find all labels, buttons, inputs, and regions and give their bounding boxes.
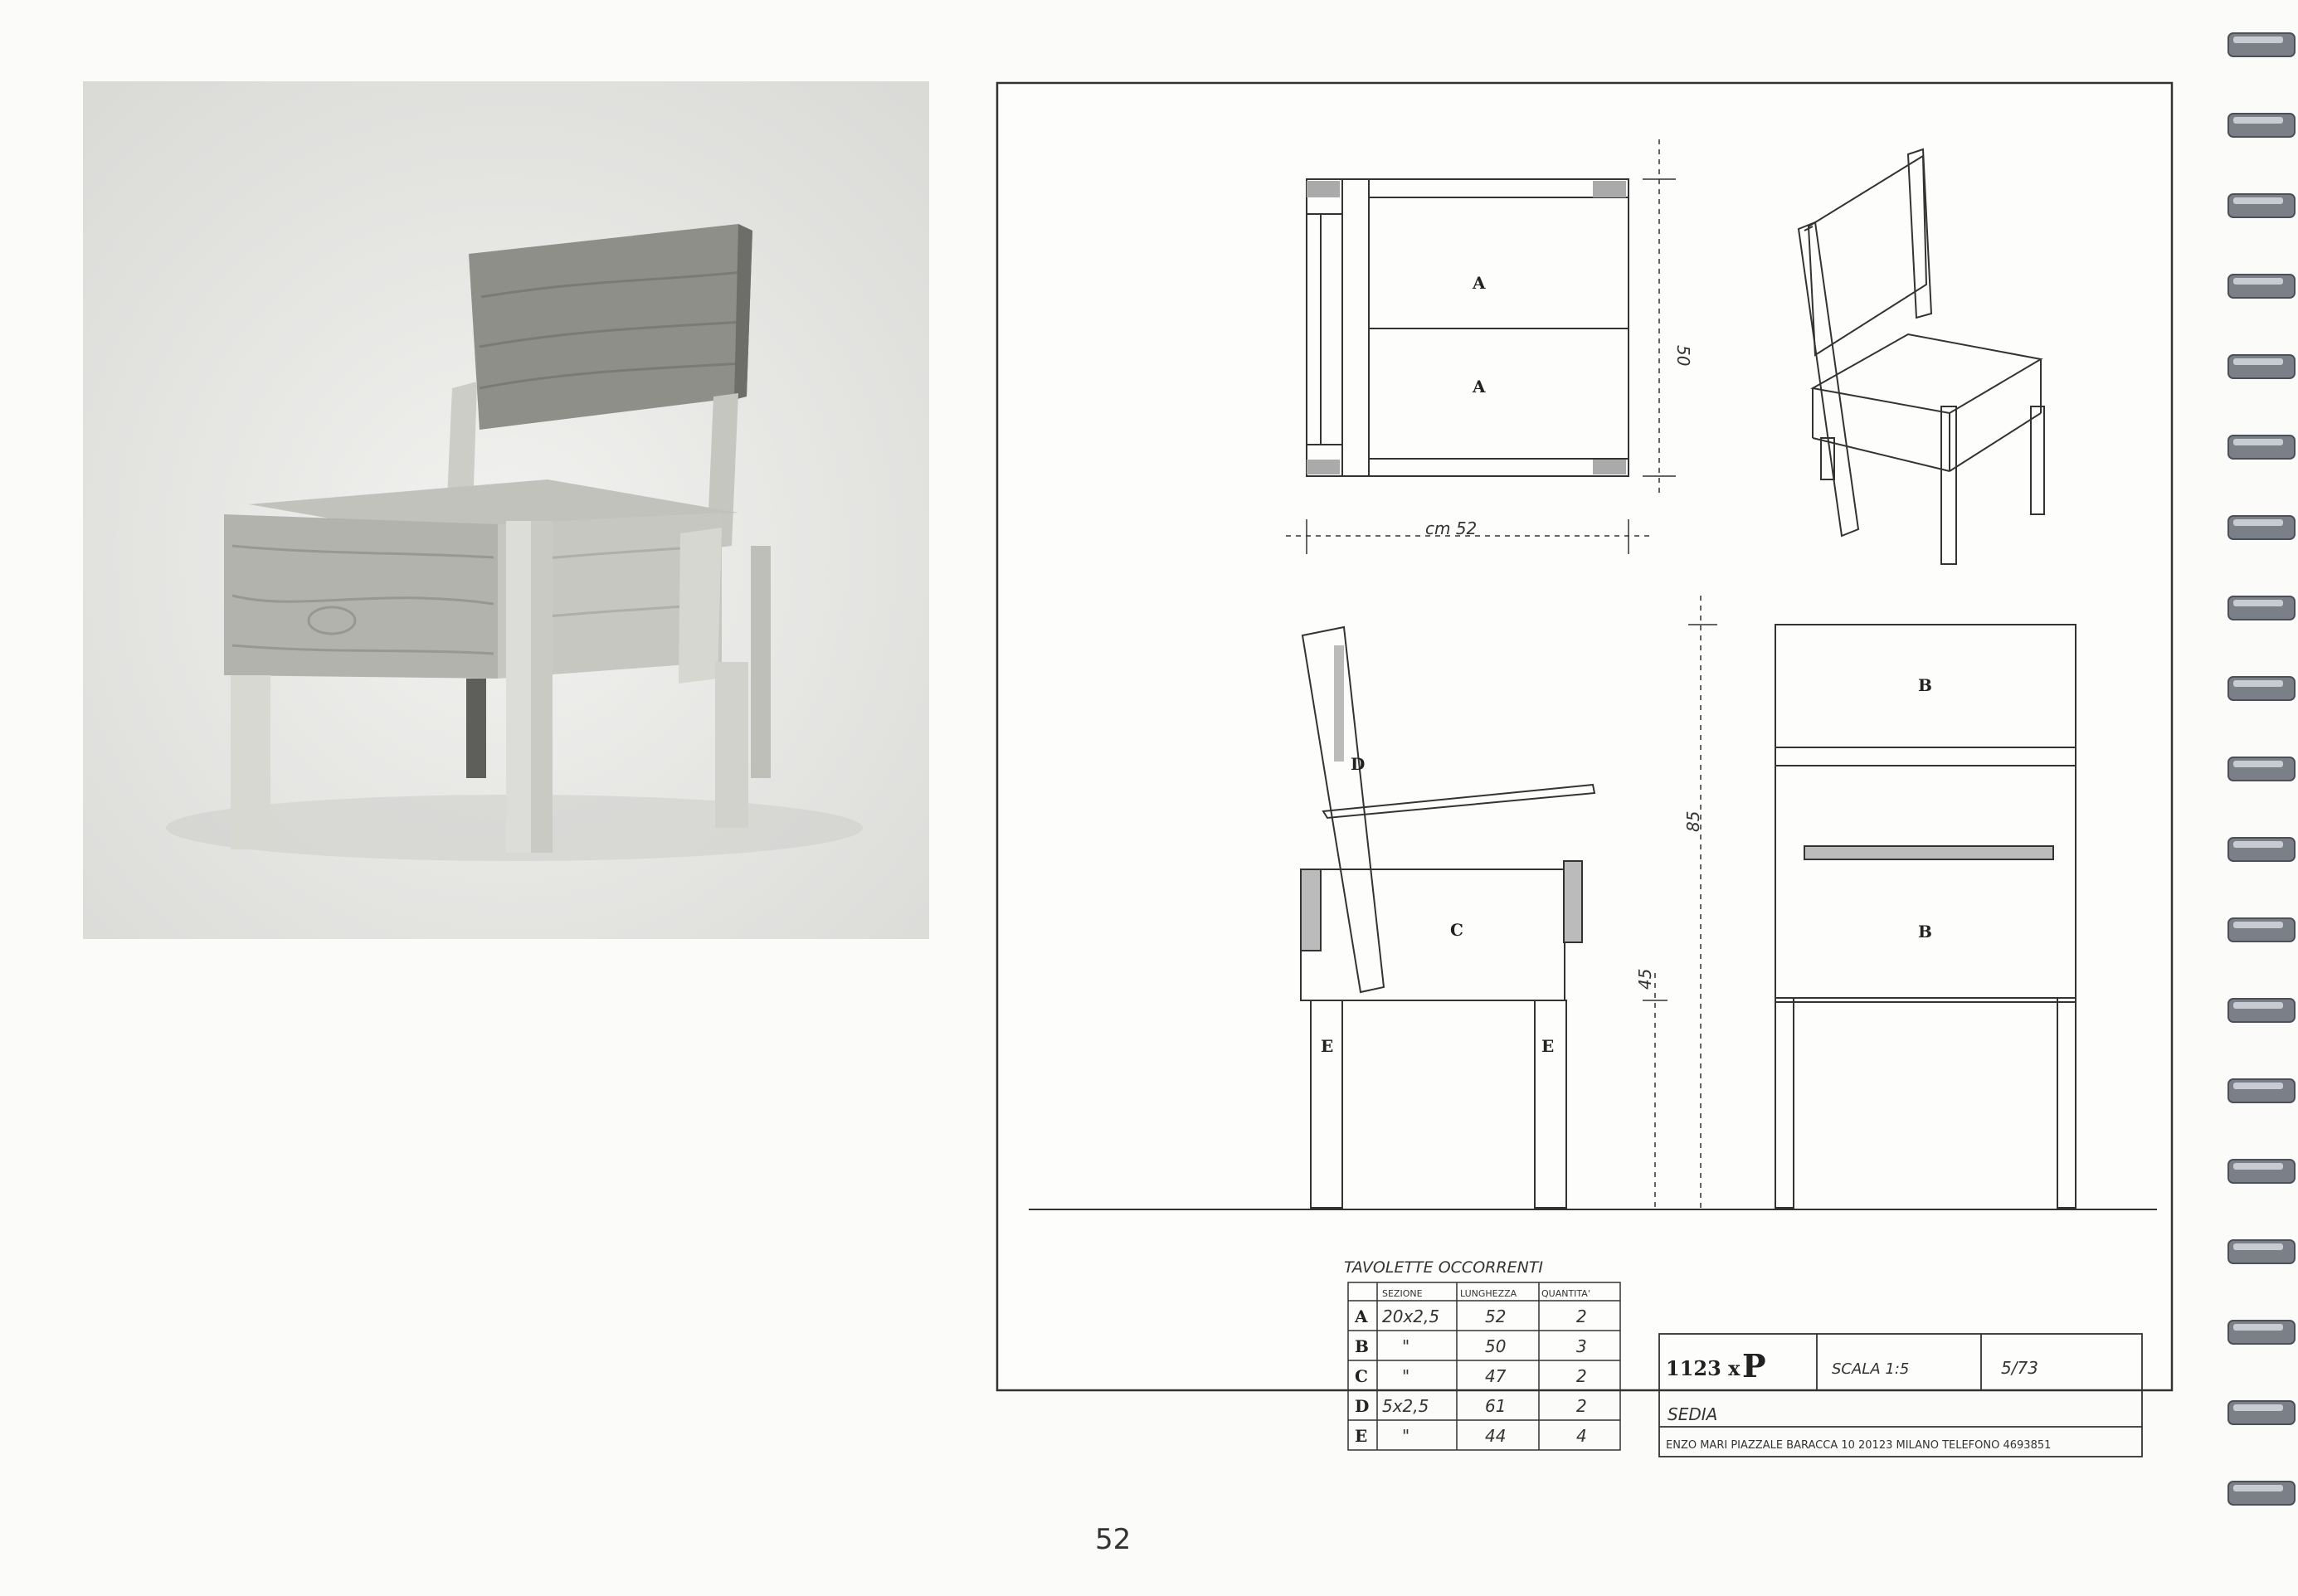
row-section: " <box>1402 1366 1410 1386</box>
row-section: " <box>1402 1426 1410 1446</box>
page-number: 52 <box>1095 1523 1132 1556</box>
row-section: 20x2,5 <box>1382 1306 1440 1326</box>
studio-address: ENZO MARI PIAZZALE BARACCA 10 20123 MILANO TELEFONO 4693851 <box>1666 1439 2052 1452</box>
row-part: E <box>1355 1426 1368 1446</box>
row-length: 50 <box>1485 1336 1507 1356</box>
row-qty: 2 <box>1576 1366 1587 1386</box>
header-length: LUNGHEZZA <box>1460 1288 1517 1299</box>
label-c: C <box>1450 920 1463 940</box>
drawing-name: SEDIA <box>1668 1404 1718 1424</box>
row-section: 5x2,5 <box>1382 1396 1429 1416</box>
label-b-top: B <box>1918 675 1932 695</box>
row-part: D <box>1355 1396 1370 1416</box>
drawing-scale: SCALA 1:5 <box>1832 1360 1910 1378</box>
row-qty: 3 <box>1576 1336 1587 1356</box>
label-e-left: E <box>1321 1036 1334 1056</box>
label-a-top: A <box>1473 273 1486 293</box>
dimension-width: cm 52 <box>1425 518 1478 538</box>
row-length: 61 <box>1485 1396 1507 1416</box>
label-e-right: E <box>1541 1036 1555 1056</box>
parts-table-title: TAVOLETTE OCCORRENTI <box>1344 1258 1543 1277</box>
header-quantity: QUANTITA' <box>1541 1288 1590 1299</box>
row-part: B <box>1355 1336 1369 1356</box>
dimension-height: 85 <box>1683 810 1703 832</box>
row-part: C <box>1355 1366 1368 1386</box>
chair-photo <box>83 81 929 939</box>
dimension-depth: 50 <box>1673 345 1693 367</box>
row-qty: 2 <box>1576 1396 1587 1416</box>
drawing-code: 1123 x <box>1666 1356 1741 1380</box>
spiral-binding <box>2222 0 2298 1592</box>
header-section: SEZIONE <box>1382 1288 1423 1299</box>
dimension-seat-height: 45 <box>1635 968 1655 990</box>
row-length: 44 <box>1485 1426 1507 1446</box>
label-a-bottom: A <box>1473 377 1486 397</box>
drawing-code-letter: P <box>1742 1347 1766 1384</box>
row-qty: 2 <box>1576 1306 1587 1326</box>
row-section: " <box>1402 1336 1410 1356</box>
technical-drawing <box>996 81 2174 1452</box>
row-length: 47 <box>1485 1366 1507 1386</box>
label-b-bottom: B <box>1918 922 1932 942</box>
row-qty: 4 <box>1576 1426 1587 1446</box>
row-length: 52 <box>1485 1306 1507 1326</box>
row-part: A <box>1355 1306 1368 1326</box>
drawing-date: 5/73 <box>2001 1358 2038 1378</box>
label-d: D <box>1351 754 1366 774</box>
